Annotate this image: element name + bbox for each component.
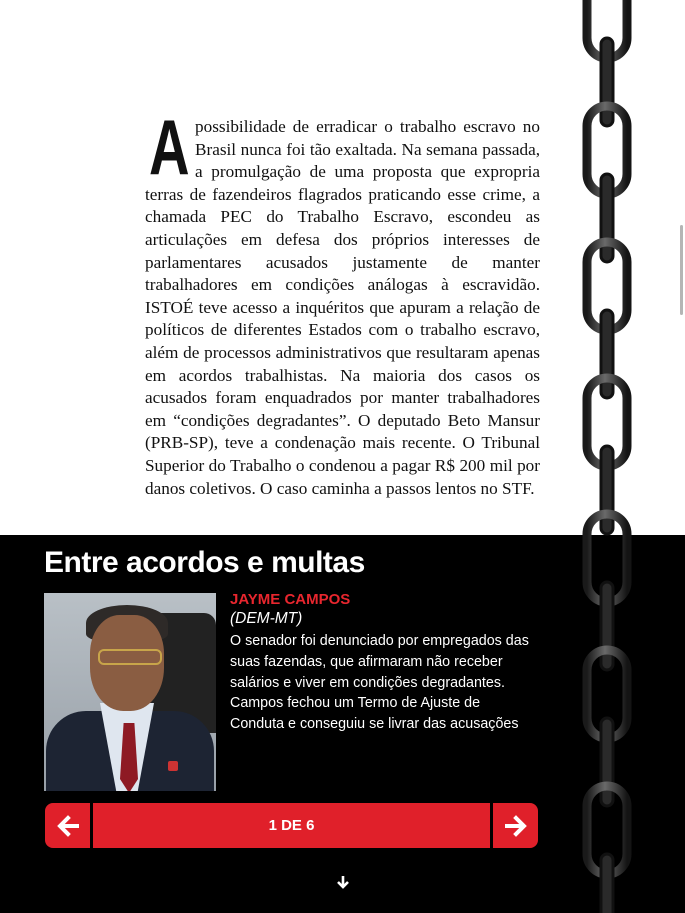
arrow-down-icon <box>335 874 351 890</box>
chain-link-side <box>601 718 613 806</box>
person-photo <box>44 593 216 791</box>
chain-link-side <box>601 446 613 534</box>
chain-link-side <box>601 310 613 398</box>
chain-link-side <box>601 174 613 262</box>
page-counter: 1 DE 6 <box>93 803 490 848</box>
box-title: Entre acordos e multas <box>44 546 365 579</box>
person-description: O senador foi denunciado por empregados das suas fazendas, que afirmaram não receber salários e viver em condições degradantes. Campos fechou um Termo de Ajuste de Conduta e conseguiu se livrar das acusações <box>230 633 529 733</box>
scrollbar[interactable] <box>680 225 683 315</box>
person-name: JAYME CAMPOS <box>230 591 351 608</box>
article-body <box>145 103 540 500</box>
chain-illustration <box>570 0 645 913</box>
arrow-left-icon <box>55 813 81 839</box>
prev-button[interactable] <box>45 803 90 848</box>
person-party: (DEM-MT) <box>230 610 303 627</box>
arrow-right-icon <box>503 813 529 839</box>
drop-cap: A <box>149 103 190 191</box>
scroll-down-button[interactable] <box>331 870 355 894</box>
article-paragraph: possibilidade de erradicar o trabalho escravo no Brasil nunca foi tão exaltada. Na semana passada, a promulgação de uma proposta que expropria terras de fazendeiros flagrados praticando esse crime, a chamada PEC do Trabalho Escravo, escondeu as articulações em defesa dos próprios interesses de parlamentares acusados justamente de manter trabalhadores em condições análogas à escravidão. ISTOÉ teve acesso a inquéritos que apuram a relação de políticos de diferentes Estados com o trabalho escravo, além de processos administrativos que resultaram apenas em acordos trabalhistas. Na maioria dos casos os acusados foram enquadrados por manter trabalhadores em “condições degradantes”. O deputado Beto Mansur (PRB-SP), teve a condenação mais recente. O Tribunal Superior do Trabalho o condenou a pagar R$ 200 mil por danos coletivos. O caso caminha a passos lentos no STF. <box>145 117 540 498</box>
chain-link-side <box>601 582 613 670</box>
chain-link-side <box>601 854 613 913</box>
chain-link-side <box>601 38 613 126</box>
next-button[interactable] <box>493 803 538 848</box>
